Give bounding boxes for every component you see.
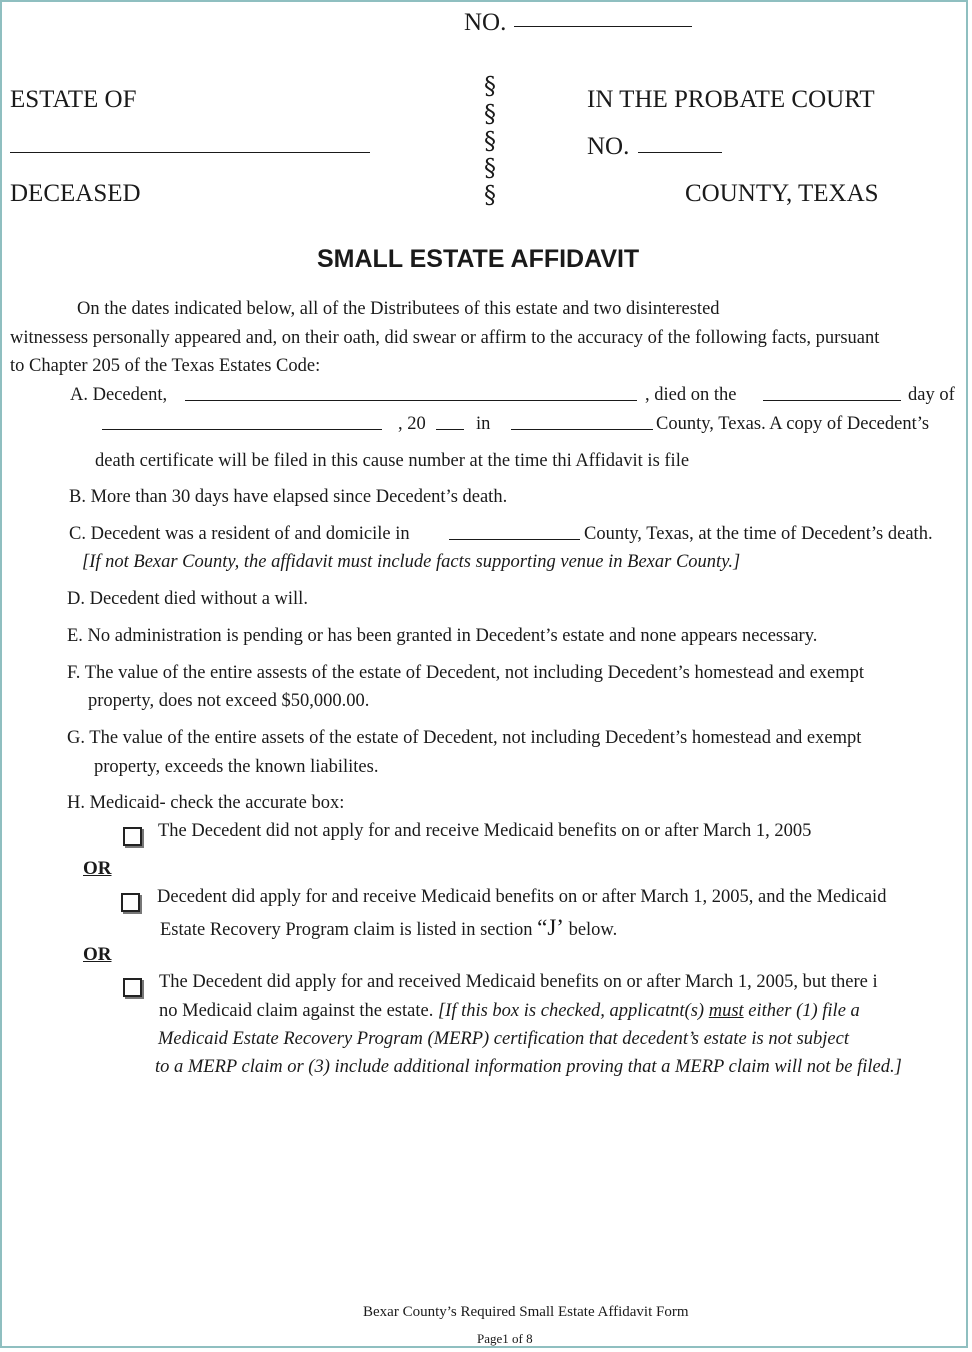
- item-e: E. No administration is pending or has been granted in Decedent’s estate and none appears necessary.: [67, 626, 818, 646]
- item-f-line-1: F. The value of the entire assests of the estate of Decedent, not including Decedent’s homestead and exempt: [67, 663, 865, 683]
- document-title: SMALL ESTATE AFFIDAVIT: [317, 245, 640, 273]
- court-number-label: NO.: [587, 133, 630, 160]
- item-c-note: [If not Bexar County, the affidavit must include facts supporting venue in Bexar County.]: [82, 552, 741, 572]
- medicaid-option-3-line-2: no Medicaid claim against the estate. [If this box is checked, applicatnt(s) must either (1) file a: [159, 1001, 860, 1021]
- footer-page-number: Page1 of 8: [477, 1331, 533, 1346]
- intro-line-3: to Chapter 205 of the Texas Estates Code:: [10, 356, 321, 376]
- death-month-blank[interactable]: [102, 429, 382, 430]
- item-h-heading: H. Medicaid- check the accurate box:: [67, 793, 345, 813]
- deceased-label: DECEASED: [10, 180, 141, 207]
- medicaid-option-2-line-1: Decedent did apply for and receive Medicaid benefits on or after March 1, 2005, and the Medicaid: [157, 887, 887, 907]
- item-a-line-3: death certificate will be filed in this cause number at the time thi Affidavit is file: [95, 451, 690, 471]
- intro-line-1: On the dates indicated below, all of the Distributees of this estate and two disinterested: [77, 299, 720, 319]
- item-a-in: in: [476, 414, 491, 434]
- probate-court-label: IN THE PROBATE COURT: [587, 86, 875, 113]
- item-a-day-of: day of: [908, 385, 955, 405]
- medicaid-option-2-line-2: Estate Recovery Program claim is listed in section “J’ below.: [160, 915, 618, 940]
- item-c-suffix: County, Texas, at the time of Decedent’s death.: [584, 524, 933, 544]
- item-a-died-on-the: , died on the: [645, 385, 737, 405]
- court-number-blank[interactable]: [638, 152, 722, 153]
- medicaid-option-3-line-4: to a MERP claim or (3) include additional information proving that a MERP claim will not be filed.]: [155, 1057, 902, 1077]
- estate-of-label: ESTATE OF: [10, 86, 137, 113]
- medicaid-option-3-line-3: Medicaid Estate Recovery Program (MERP) certification that decedent’s estate is not subject: [158, 1029, 849, 1049]
- item-c-prefix: C. Decedent was a resident of and domicile in: [69, 524, 410, 544]
- item-b: B. More than 30 days have elapsed since Decedent’s death.: [69, 487, 508, 507]
- medicaid-option-2-checkbox[interactable]: [121, 893, 140, 912]
- cause-number-label: NO.: [464, 9, 507, 36]
- item-g-line-2: property, exceeds the known liabilites.: [94, 757, 379, 777]
- item-d: D. Decedent died without a will.: [67, 589, 308, 609]
- footer-form-title: Bexar County’s Required Small Estate Affidavit Form: [363, 1304, 689, 1320]
- item-f-line-2: property, does not exceed $50,000.00.: [88, 691, 370, 711]
- residence-county-blank[interactable]: [449, 539, 580, 540]
- medicaid-option-1-text: The Decedent did not apply for and receive Medicaid benefits on or after March 1, 2005: [158, 821, 812, 841]
- or-separator-1: OR: [83, 858, 112, 879]
- or-separator-2: OR: [83, 944, 112, 965]
- item-a-year-prefix: , 20: [398, 414, 426, 434]
- item-a-label: A. Decedent,: [70, 385, 168, 405]
- medicaid-option-3-checkbox[interactable]: [123, 978, 142, 997]
- death-year-blank[interactable]: [436, 429, 464, 430]
- county-texas-label: COUNTY, TEXAS: [685, 180, 879, 207]
- medicaid-option-1-checkbox[interactable]: [123, 827, 142, 846]
- intro-line-2: witnessess personally appeared and, on their oath, did swear or affirm to the accuracy of the following facts, pursuant: [10, 328, 880, 348]
- item-a-county-copy: County, Texas. A copy of Decedent’s: [656, 414, 930, 434]
- estate-name-blank[interactable]: [10, 152, 370, 153]
- decedent-name-blank[interactable]: [185, 400, 637, 401]
- cause-number-blank[interactable]: [514, 26, 692, 27]
- item-g-line-1: G. The value of the entire assets of the estate of Decedent, not including Decedent’s homestead and exempt: [67, 728, 862, 748]
- death-county-blank[interactable]: [511, 429, 653, 430]
- document-page: NO. ESTATE OF DECEASED § § § § § IN THE PROBATE COURT NO. COUNTY, TEXAS SMALL ESTATE AFFIDAVIT On the dates indicated below, all of the Distributees of this estate and two disinterested witnessess personally appeared and, on their oath, did swear or affirm to the accuracy of the following facts, pursuant to Chapter 205 of the Texas Estates Code: A. Decedent, , died on the day of , 20 in County, Texas. A copy of Decedent’s death certificate will be filed in this cause number at the time thi Affidavit is file B. More than 30 days have elapsed since Decedent’s death. C. Decedent was a resident of and domicile in County, Texas, at the time of Decedent’s death. [If not Bexar County, the affidavit must include facts supporting venue in Bexar County.] D. Decedent died without a will. E. No administration is pending or has been granted in Decedent’s estate and none appears necessary. F. The value of the entire assests of the estate of Decedent, not including Decedent’s homestead and exempt property, does not exceed $50,000.00. G. The value of the entire assets of the estate of Decedent, not including Decedent’s homestead and exempt property, exceeds the known liabilites. H. Medicaid- check the accurate box: The Decedent did not apply for and receive Medicaid benefits on or after March 1, 2005 OR Decedent did apply for and receive Medicaid benefits on or after March 1, 2005, and the Medicaid Estate Recovery Program claim is listed in section “J’ below. OR The Decedent did apply for and received Medicaid benefits on or after March 1, 2005, but there i no Medicaid claim against the estate. [If this box is checked, applicatnt(s) must either (1) file a Medicaid Estate Recovery Program (MERP) certification that decedent’s estate is not subject to a MERP claim or (3) include additional information proving that a MERP claim will not be filed.] Bexar County’s Required Small Estate Affidavit Form Page1 of 8: [0, 0, 968, 1348]
- medicaid-option-3-line-1: The Decedent did apply for and received Medicaid benefits on or after March 1, 2005, but there i: [159, 972, 878, 992]
- death-day-blank[interactable]: [763, 400, 901, 401]
